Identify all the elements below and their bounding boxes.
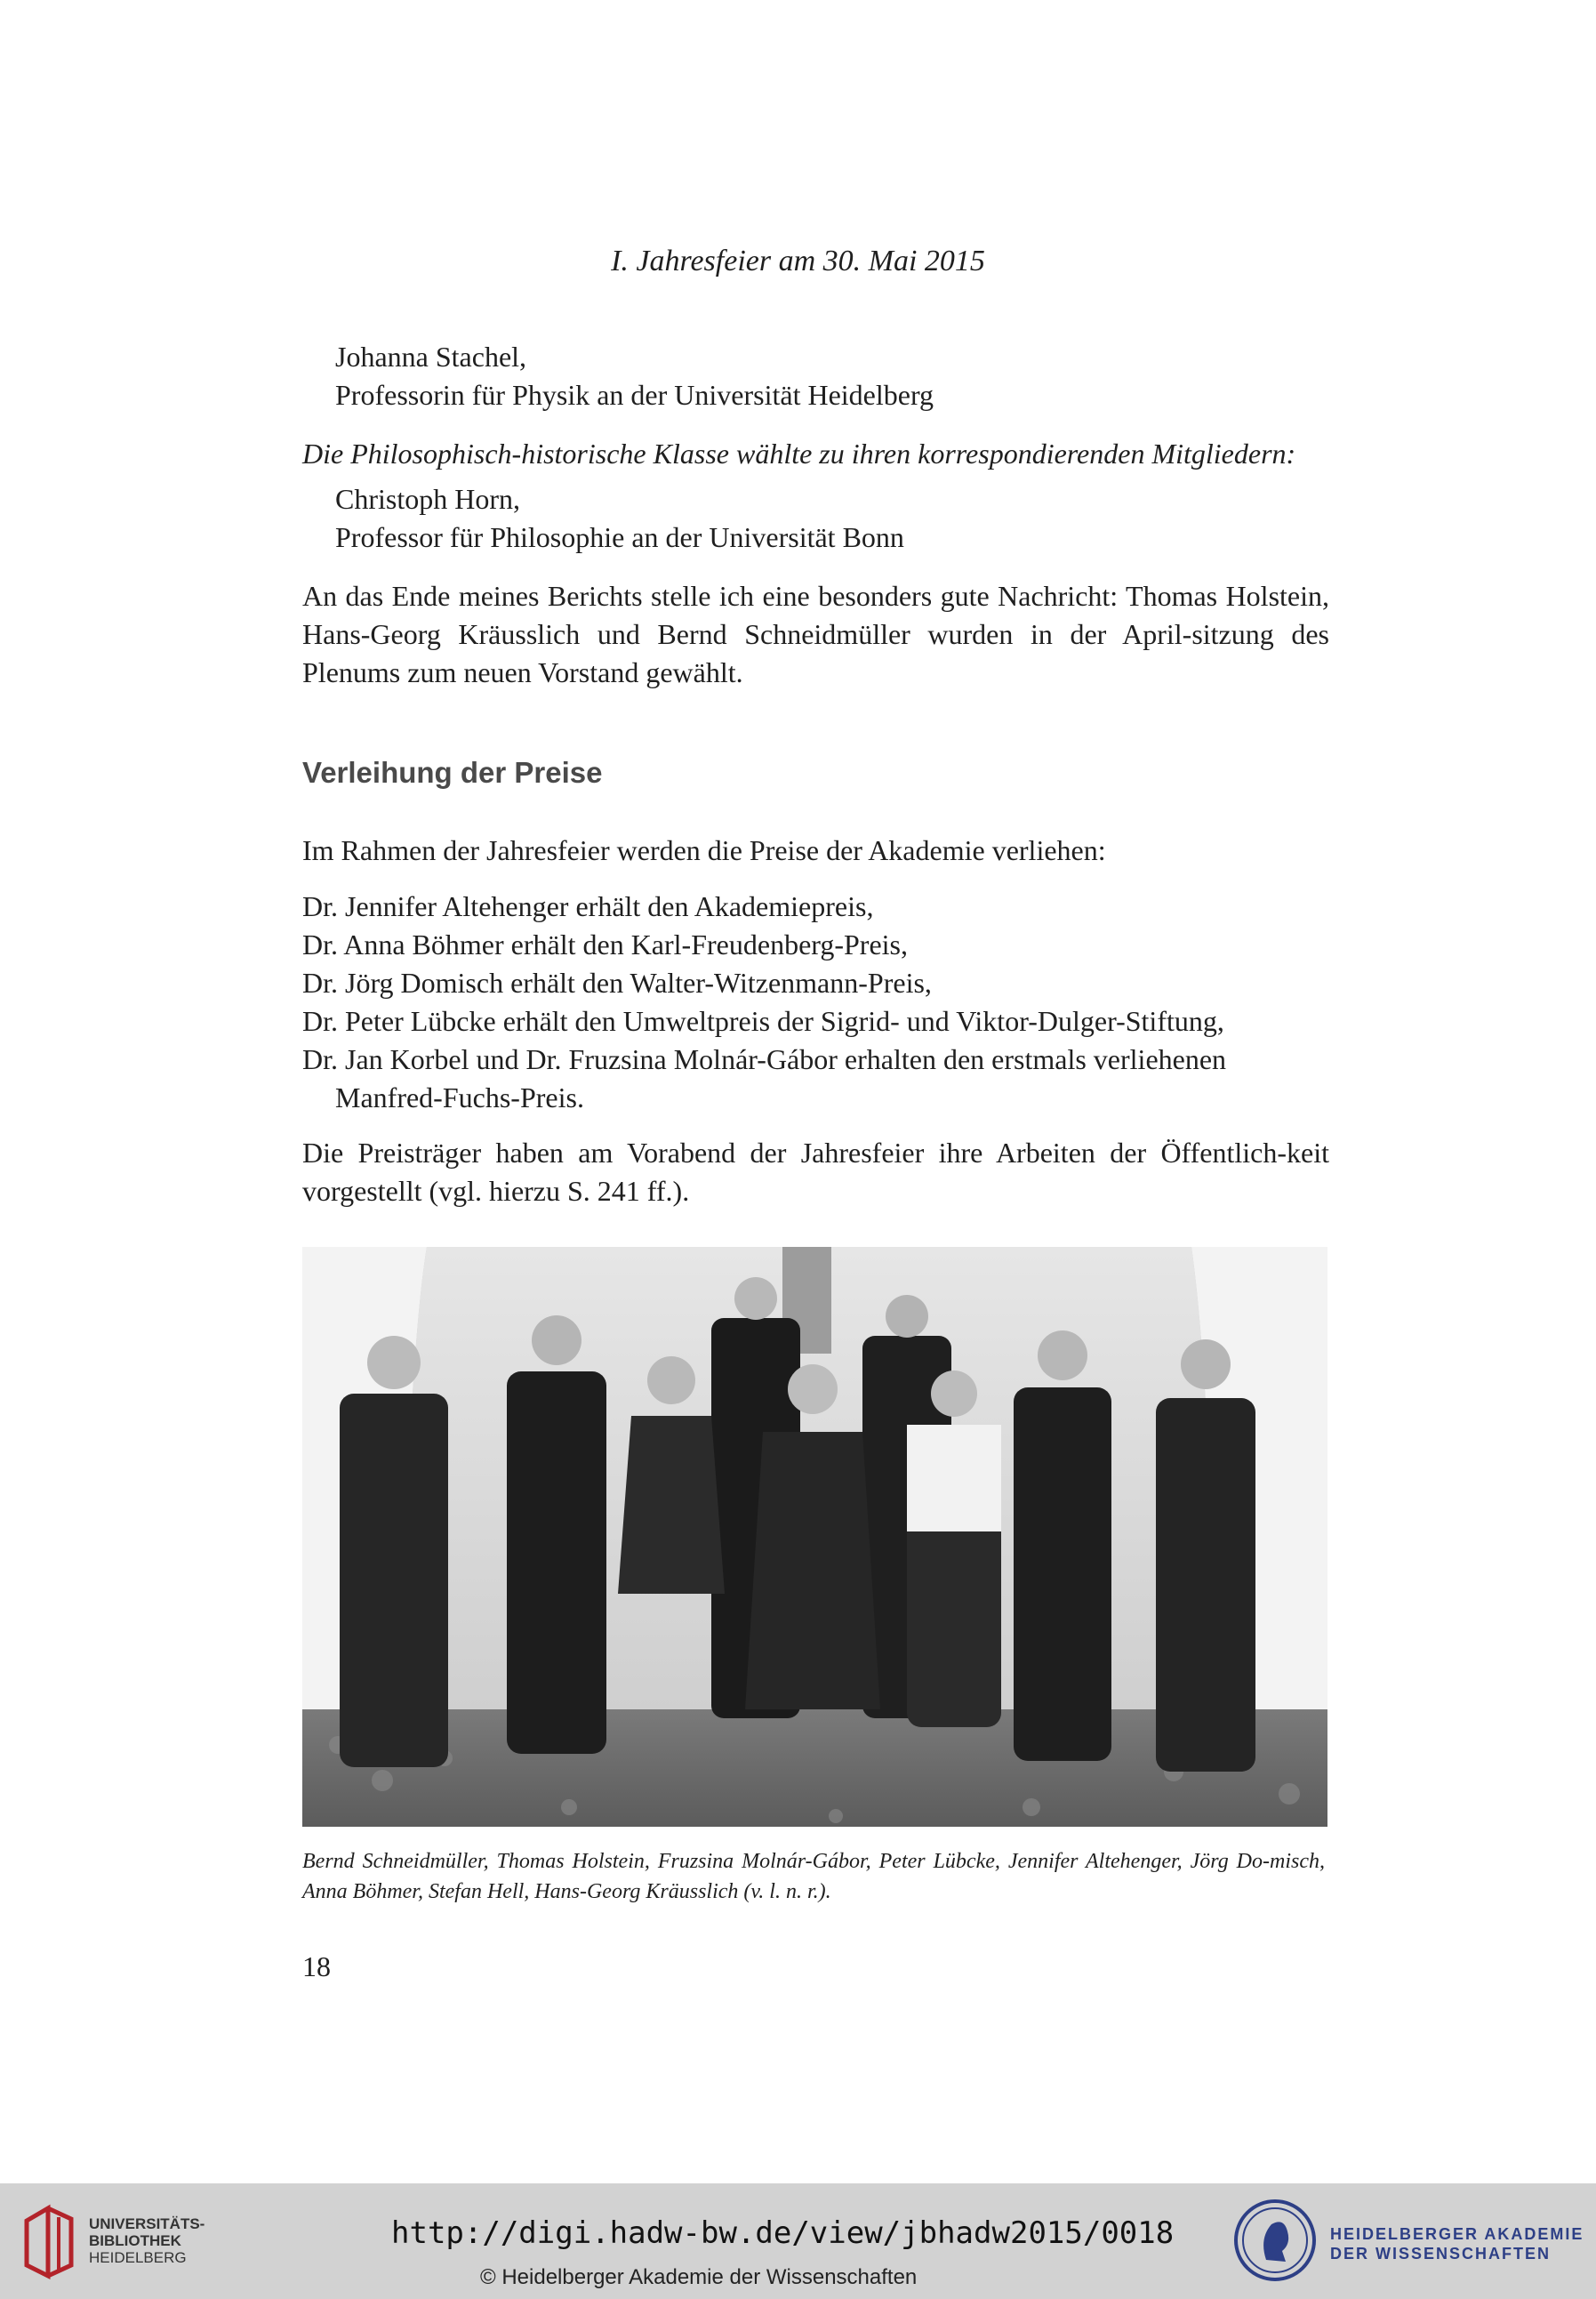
footer-bar [0,2183,1596,2299]
ub-label-line: BIBLIOTHEK [89,2232,181,2249]
prize-list [302,888,1329,1117]
corresponding-intro: Die Philosophisch-historische Klasse wählte zu ihren korrespondierenden Mitgliedern: [302,438,1296,470]
hadw-label-line: DER WISSENSCHAFTEN [1330,2245,1552,2263]
prize-item: Dr. Jennifer Altehenger erhält den Akademiepreis, [302,890,874,922]
member-role: Professor für Philosophie an der Universität Bonn [335,521,904,553]
member-entry-horn [302,480,1329,557]
prize-item: Dr. Anna Böhmer erhält den Karl-Freudenberg-Preis, [302,928,908,961]
member-role: Professorin für Physik an der Universität Heidelberg [335,379,934,411]
prize-item: Dr. Jörg Domisch erhält den Walter-Witzenmann-Preis, [302,967,932,999]
copyright-notice: © Heidelberger Akademie der Wissenschaften [480,2265,918,2289]
member-name: Johanna Stachel, [335,341,527,373]
member-entry-stachel [302,338,1329,414]
page-number: 18 [302,1950,331,1982]
ub-heidelberg-logo-icon [21,2203,80,2286]
hadw-seal-icon [1232,2198,1318,2287]
member-name: Christoph Horn, [335,483,520,515]
group-photo [302,1247,1327,1827]
photo-caption: Bernd Schneidmüller, Thomas Holstein, Fruzsina Molnár-Gábor, Peter Lübcke, Jennifer Altehenger, Jörg Do-misch, Anna Böhmer, Stefan Hell, Hans-Georg Kräusslich (v. l. n. r.). [302,1850,1325,1903]
ub-label-line: UNIVERSITÄTS- [89,2215,205,2232]
ub-heidelberg-label [89,2215,205,2266]
hadw-label [1330,2224,1584,2263]
closing-paragraph: An das Ende meines Berichts stelle ich eine besonders gute Nachricht: Thomas Holstein, Hans-Georg Kräusslich und Bernd Schneidmüller wurden in der April-sitzung des Plenums zum neuen Vorstand gewählt. [302,580,1329,688]
section-heading: Verleihung der Preise [302,756,603,789]
prizes-note: Die Preisträger haben am Vorabend der Jahresfeier ihre Arbeiten der Öffentlich-keit vorgestellt (vgl. hierzu S. 241 ff.). [302,1137,1329,1207]
hadw-label-line: HEIDELBERGER AKADEMIE [1330,2225,1584,2243]
prizes-intro: Im Rahmen der Jahresfeier werden die Preise der Akademie verliehen: [302,834,1106,866]
prize-item: Dr. Peter Lübcke erhält den Umweltpreis der Sigrid- und Viktor-Dulger-Stiftung, [302,1005,1224,1037]
ub-label-line: HEIDELBERG [89,2249,187,2266]
permalink-url[interactable]: http://digi.hadw-bw.de/view/jbhadw2015/0018 [391,2215,1175,2251]
prize-item: Dr. Jan Korbel und Dr. Fruzsina Molnár-Gábor erhalten den erstmals verliehenen Manfred-Fuchs-Preis. [302,1043,1227,1113]
group-photo-illustration [302,1247,1327,1827]
running-head: I. Jahresfeier am 30. Mai 2015 [611,245,985,277]
